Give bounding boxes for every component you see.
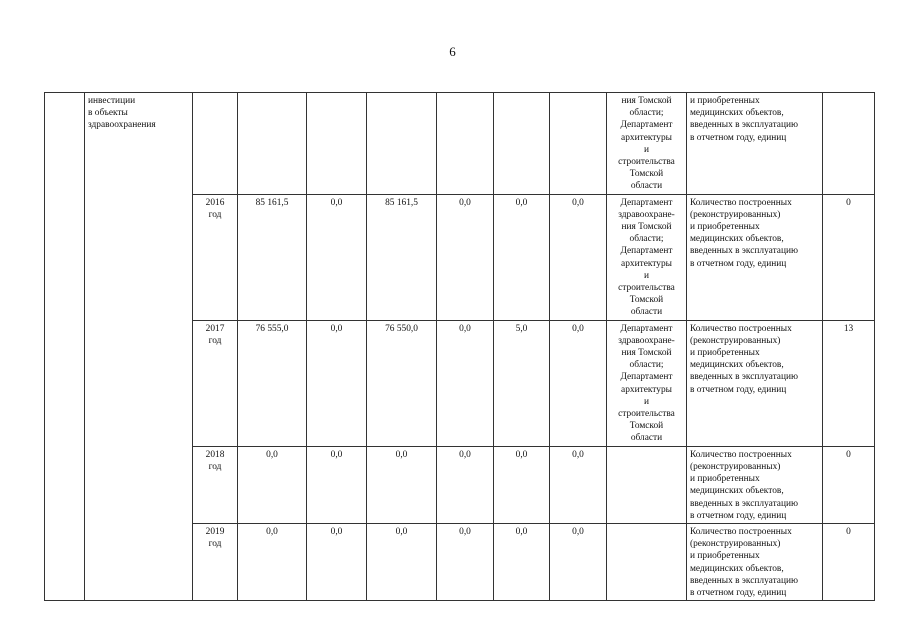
value-cell: 0,0 xyxy=(437,446,494,523)
indicator-line: (реконструированных) xyxy=(690,335,781,346)
value-cell: 0,0 xyxy=(437,320,494,446)
value-cell: 0,0 xyxy=(307,194,367,320)
indicator-line: (реконструированных) xyxy=(690,539,781,550)
year-line: 2017 xyxy=(205,323,225,334)
value-cell xyxy=(494,93,550,195)
row-number-cell xyxy=(45,93,85,601)
value-cell: 0,0 xyxy=(494,523,550,600)
indicator-line: Количество построенных xyxy=(690,323,792,334)
indicator-value-cell: 0 xyxy=(823,194,875,320)
indicator-line: медицинских объектов, xyxy=(690,234,784,245)
indicator-line: и приобретенных xyxy=(690,222,760,233)
program-table xyxy=(44,92,875,601)
responsible-line: ния Томской xyxy=(621,222,672,233)
year-line: год xyxy=(208,461,222,472)
indicator-line: (реконструированных) xyxy=(690,461,781,472)
indicator-line: в отчетном году, единиц xyxy=(690,510,787,521)
value-cell: 0,0 xyxy=(550,194,607,320)
responsible-line: Департамент xyxy=(620,323,673,334)
responsible-line: Томской xyxy=(629,295,664,306)
responsible-line: Департамент xyxy=(620,120,673,131)
responsible-line: здравоохране- xyxy=(618,209,675,220)
responsible-line: области xyxy=(630,307,663,318)
indicator-value-cell: 0 xyxy=(823,446,875,523)
responsible-line: и xyxy=(643,144,650,155)
indicator-line: в отчетном году, единиц xyxy=(690,384,787,395)
value-cell: 0,0 xyxy=(550,320,607,446)
responsible-line: и xyxy=(643,270,650,281)
value-cell: 0,0 xyxy=(307,446,367,523)
indicator-line: введенных в эксплуатацию xyxy=(690,575,798,586)
value-cell xyxy=(367,93,437,195)
responsible-line: Департамент xyxy=(620,372,673,383)
indicator-line: и приобретенных xyxy=(690,474,760,485)
responsible-cell xyxy=(607,93,687,195)
indicator-cell xyxy=(687,446,823,523)
indicator-line: введенных в эксплуатацию xyxy=(690,246,798,257)
indicator-line: Количество построенных xyxy=(690,526,792,537)
value-cell: 0,0 xyxy=(307,523,367,600)
responsible-line: области xyxy=(630,433,663,444)
year-line: год xyxy=(208,539,222,550)
indicator-line: медицинских объектов, xyxy=(690,486,784,497)
year-line: 2016 xyxy=(205,197,225,208)
responsible-cell xyxy=(607,446,687,523)
total-cell: 76 555,0 xyxy=(238,320,307,446)
year-line: год xyxy=(208,209,222,220)
indicator-line: введенных в эксплуатацию xyxy=(690,498,798,509)
indicator-line: в отчетном году, единиц xyxy=(690,132,787,143)
row-label-cell xyxy=(85,93,193,601)
responsible-line: области; xyxy=(629,108,664,119)
value-cell: 76 550,0 xyxy=(367,320,437,446)
responsible-line: строительства xyxy=(618,157,675,168)
value-cell xyxy=(437,93,494,195)
value-cell: 0,0 xyxy=(367,523,437,600)
year-line: 2019 xyxy=(205,526,225,537)
responsible-cell xyxy=(607,523,687,600)
responsible-line: области; xyxy=(629,360,664,371)
responsible-line: области; xyxy=(629,234,664,245)
responsible-cell xyxy=(607,194,687,320)
responsible-line: Томской xyxy=(629,169,664,180)
indicator-line: Количество построенных xyxy=(690,449,792,460)
indicator-line: (реконструированных) xyxy=(690,209,781,220)
indicator-line: и приобретенных xyxy=(690,551,760,562)
responsible-line: Департамент xyxy=(620,246,673,257)
indicator-line: медицинских объектов, xyxy=(690,563,784,574)
indicator-cell xyxy=(687,523,823,600)
page-number: 6 xyxy=(449,44,456,59)
total-cell: 85 161,5 xyxy=(238,194,307,320)
responsible-line: области xyxy=(630,181,663,192)
responsible-line: здравоохране- xyxy=(618,335,675,346)
total-cell: 0,0 xyxy=(238,446,307,523)
responsible-cell xyxy=(607,320,687,446)
responsible-line: строительства xyxy=(618,409,675,420)
indicator-value-cell: 13 xyxy=(823,320,875,446)
indicator-cell xyxy=(687,93,823,195)
year-line: год xyxy=(208,335,222,346)
indicator-line: в отчетном году, единиц xyxy=(690,258,787,269)
value-cell: 0,0 xyxy=(307,320,367,446)
year-cell xyxy=(193,446,238,523)
value-cell: 0,0 xyxy=(367,446,437,523)
value-cell: 0,0 xyxy=(550,446,607,523)
year-line: 2018 xyxy=(205,449,225,460)
indicator-line: в отчетном году, единиц xyxy=(690,587,787,598)
row-label-line: в объекты xyxy=(88,108,128,119)
total-cell xyxy=(238,93,307,195)
row-label-line: инвестиции xyxy=(88,96,136,106)
value-cell: 0,0 xyxy=(437,523,494,600)
value-cell: 0,0 xyxy=(494,446,550,523)
responsible-line: строительства xyxy=(618,283,675,294)
year-cell xyxy=(193,194,238,320)
responsible-line: архитектуры xyxy=(621,384,672,395)
total-cell: 0,0 xyxy=(238,523,307,600)
indicator-line: медицинских объектов, xyxy=(690,360,784,371)
indicator-value-cell: 0 xyxy=(823,523,875,600)
row-label-line: здравоохранения xyxy=(88,120,156,131)
indicator-line: введенных в эксплуатацию xyxy=(690,372,798,383)
responsible-line: архитектуры xyxy=(621,258,672,269)
responsible-line: и xyxy=(643,396,650,407)
value-cell: 85 161,5 xyxy=(367,194,437,320)
year-cell xyxy=(193,320,238,446)
indicator-line: и приобретенных xyxy=(690,348,760,359)
value-cell: 0,0 xyxy=(494,194,550,320)
value-cell: 0,0 xyxy=(437,194,494,320)
value-cell xyxy=(307,93,367,195)
indicator-cell xyxy=(687,320,823,446)
indicator-line: Количество построенных xyxy=(690,197,792,208)
indicator-line: и приобретенных xyxy=(690,96,760,106)
year-cell xyxy=(193,523,238,600)
indicator-value-cell xyxy=(823,93,875,195)
indicator-line: введенных в эксплуатацию xyxy=(690,120,798,131)
indicator-cell xyxy=(687,194,823,320)
value-cell: 5,0 xyxy=(494,320,550,446)
responsible-line: Департамент xyxy=(620,197,673,208)
table-row-continuation xyxy=(45,93,875,195)
responsible-line: ния Томской xyxy=(621,348,672,359)
responsible-line: архитектуры xyxy=(621,132,672,143)
year-cell xyxy=(193,93,238,195)
value-cell xyxy=(550,93,607,195)
responsible-line: Томской xyxy=(629,421,664,432)
indicator-line: медицинских объектов, xyxy=(690,108,784,119)
responsible-line: ния Томской xyxy=(621,96,672,106)
value-cell: 0,0 xyxy=(550,523,607,600)
